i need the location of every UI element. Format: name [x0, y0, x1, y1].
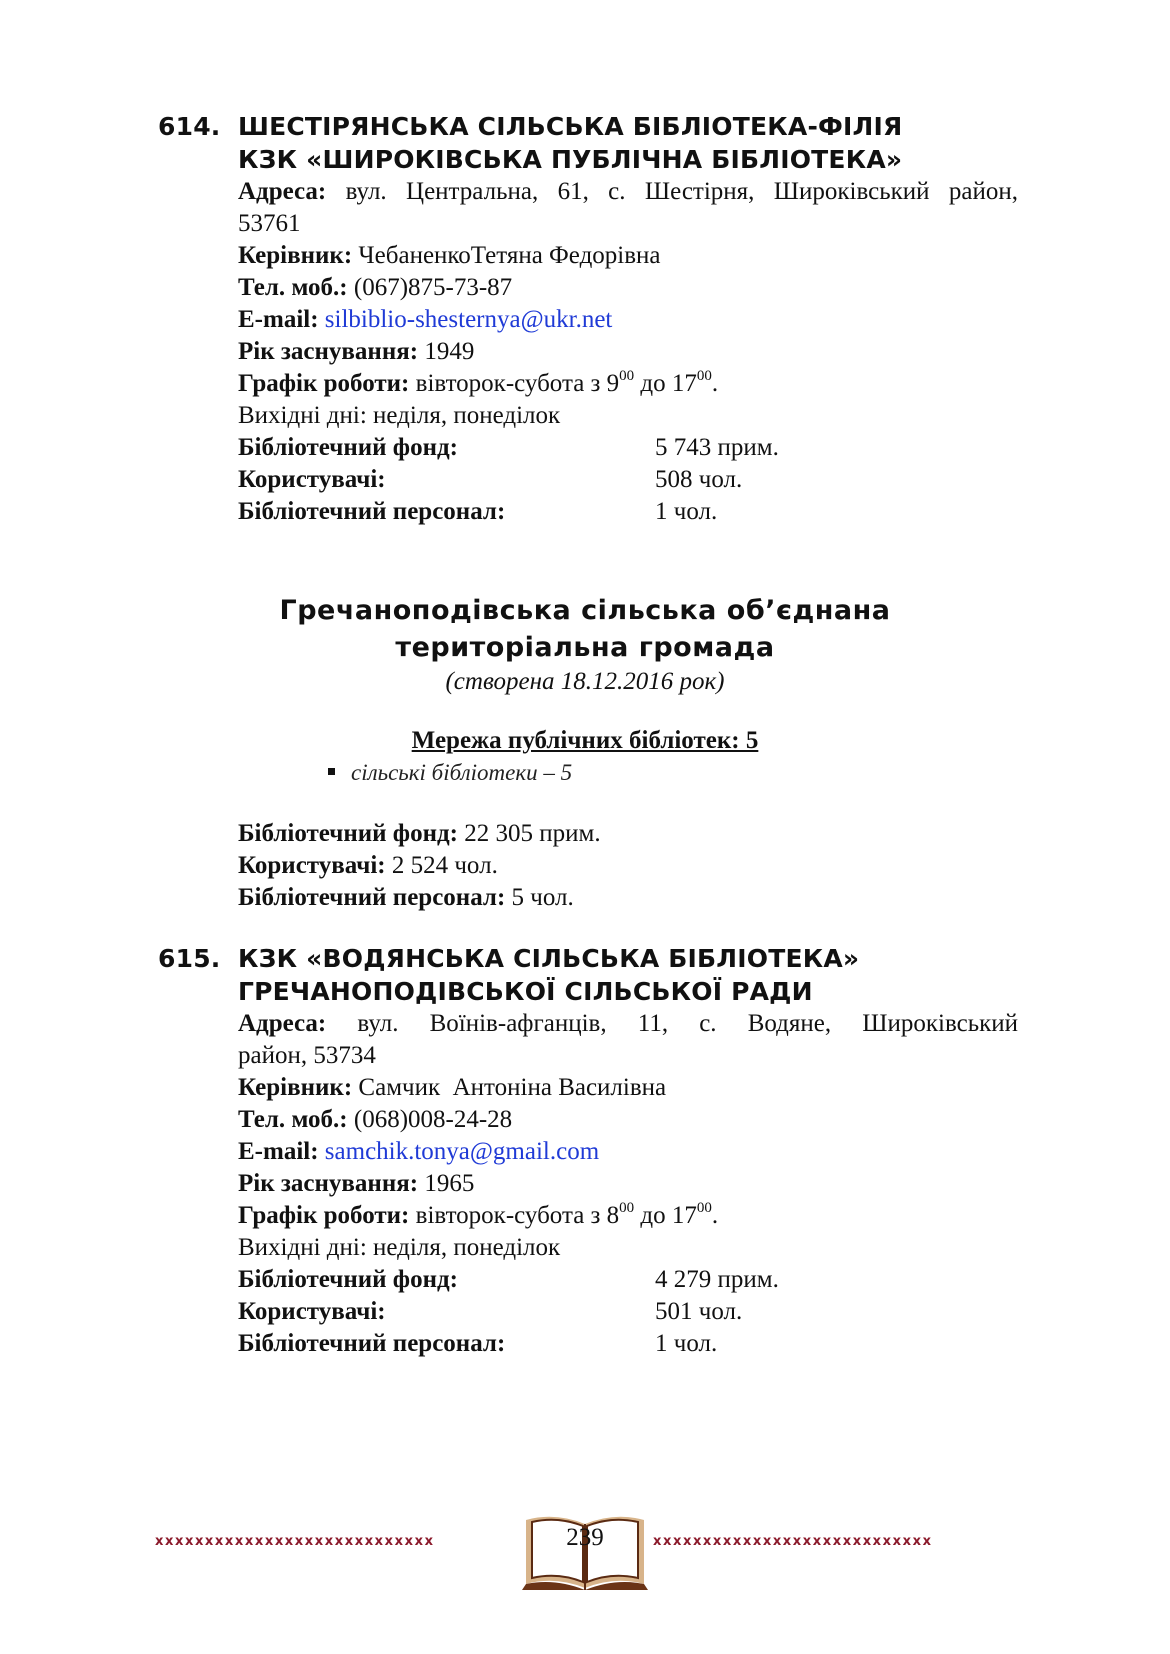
network-title: Мережа публічних бібліотек: 5 [411, 727, 759, 754]
community-title-line: територіальна громада [395, 632, 775, 663]
library-entry-615 [158, 942, 1018, 1360]
fund-row [238, 432, 1018, 464]
founded-value: 1965 [424, 1170, 475, 1197]
staff-label: Бібліотечний персонал: [238, 1330, 506, 1357]
library-entry-614 [158, 110, 1018, 528]
staff-row [238, 1328, 1018, 1360]
email-row [238, 304, 1018, 336]
phone-row [238, 272, 1018, 304]
footer-ornament-right: xxxxxxxxxxxxxxxxxxxxxxxxxxxx [653, 1534, 933, 1549]
schedule-text: до 17 [634, 1202, 697, 1229]
summary-staff-label: Бібліотечний персонал: [238, 884, 506, 911]
users-row [238, 1296, 1018, 1328]
community-heading [0, 592, 1170, 698]
phone-value: (068)008-24-28 [353, 1106, 513, 1133]
email-link[interactable]: samchik.tonya@gmail.com [324, 1138, 600, 1165]
users-row [238, 464, 1018, 496]
summary-fund-value: 22 305 прим. [457, 820, 601, 847]
entry-number: 614. [158, 112, 221, 141]
address-line-2: 53761 [238, 210, 301, 237]
schedule-end: . [711, 1202, 719, 1229]
email-link[interactable]: silbiblio-shesternya@ukr.net [324, 306, 613, 333]
users-value: 501 чол. [655, 1298, 743, 1325]
head-row [238, 1072, 1018, 1104]
phone-label: Тел. моб.: [238, 1106, 348, 1133]
users-value: 508 чол. [655, 466, 743, 493]
staff-value: 1 чол. [655, 1330, 718, 1357]
email-label: E-mail: [238, 306, 319, 333]
summary-users-value: 2 524 чол. [385, 852, 498, 879]
entry-heading [158, 942, 1018, 1008]
phone-value: (067)875-73-87 [353, 274, 513, 301]
users-label: Користувачі: [238, 1298, 386, 1325]
entry-title-line: ГРЕЧАНОПОДІВСЬКОЇ СІЛЬСЬКОЇ РАДИ [238, 977, 813, 1006]
entry-title-line: КЗК «ШИРОКІВСЬКА ПУБЛІЧНА БІБЛІОТЕКА» [238, 145, 903, 174]
head-label: Керівник: [238, 1074, 353, 1101]
summary-staff-value: 5 чол. [505, 884, 574, 911]
summary-users-label: Користувачі: [238, 852, 386, 879]
phone-row [238, 1104, 1018, 1136]
address-value: вул. Воїнів-афганців, 11, с. Водяне, Широківський [357, 1010, 1019, 1037]
head-value: ЧебаненкоТетяна Федорівна [358, 242, 661, 269]
schedule-end: . [711, 370, 719, 397]
schedule-text: вівторок-субота з 8 [415, 1202, 620, 1229]
address-value: вул. Центральна, 61, с. Шестірня, Широківський район, [345, 178, 1018, 205]
address-line-2: район, 53734 [238, 1042, 376, 1069]
summary-staff-row [238, 882, 601, 914]
community-subtitle: (створена 18.12.2016 рок) [445, 668, 725, 695]
entry-number: 615. [158, 944, 221, 973]
schedule-open-minutes: 00 [619, 368, 635, 384]
bullet-square-icon [328, 768, 335, 775]
address-label: Адреса: [238, 1010, 327, 1037]
summary-fund-row [238, 818, 601, 850]
page-number: 239 [566, 1524, 604, 1551]
staff-label: Бібліотечний персонал: [238, 498, 506, 525]
phone-label: Тел. моб.: [238, 274, 348, 301]
page-footer [0, 1510, 1170, 1600]
founded-row [238, 336, 1018, 368]
schedule-close-minutes: 00 [696, 368, 712, 384]
schedule-text: вівторок-субота з 9 [415, 370, 620, 397]
founded-row [238, 1168, 1018, 1200]
entry-title-line: ШЕСТІРЯНСЬКА СІЛЬСЬКА БІБЛІОТЕКА-ФІЛІЯ [238, 112, 903, 141]
staff-value: 1 чол. [655, 498, 718, 525]
footer-ornament-left: xxxxxxxxxxxxxxxxxxxxxxxxxxxx [155, 1534, 435, 1549]
address-line [238, 176, 1018, 208]
schedule-text: до 17 [634, 370, 697, 397]
entry-title-line: КЗК «ВОДЯНСЬКА СІЛЬСЬКА БІБЛІОТЕКА» [238, 944, 860, 973]
summary-fund-label: Бібліотечний фонд: [238, 820, 458, 847]
founded-label: Рік заснування: [238, 1170, 419, 1197]
days-off-row: Вихідні дні: неділя, понеділок [238, 402, 561, 429]
users-label: Користувачі: [238, 466, 386, 493]
staff-row [238, 496, 1018, 528]
schedule-row [238, 368, 1018, 400]
fund-value: 4 279 прим. [655, 1266, 779, 1293]
email-row [238, 1136, 1018, 1168]
summary-users-row [238, 850, 601, 882]
schedule-row [238, 1200, 1018, 1232]
entry-heading [158, 110, 1018, 176]
bullet-item [328, 760, 572, 786]
fund-value: 5 743 прим. [655, 434, 779, 461]
community-summary [238, 818, 601, 914]
head-label: Керівник: [238, 242, 353, 269]
bullet-text: сільські бібліотеки – 5 [351, 760, 573, 785]
address-line [238, 1008, 1018, 1040]
schedule-close-minutes: 00 [696, 1200, 712, 1216]
fund-row [238, 1264, 1018, 1296]
entry-body [238, 176, 1018, 528]
email-label: E-mail: [238, 1138, 319, 1165]
entry-body [238, 1008, 1018, 1360]
schedule-label: Графік роботи: [238, 370, 410, 397]
founded-label: Рік заснування: [238, 338, 419, 365]
schedule-label: Графік роботи: [238, 1202, 410, 1229]
schedule-open-minutes: 00 [619, 1200, 635, 1216]
fund-label: Бібліотечний фонд: [238, 1266, 458, 1293]
entry-title [238, 942, 1018, 1008]
community-title-line: Гречаноподівська сільська об’єднана [279, 595, 891, 626]
entry-title [238, 110, 1018, 176]
fund-label: Бібліотечний фонд: [238, 434, 458, 461]
founded-value: 1949 [424, 338, 475, 365]
head-row [238, 240, 1018, 272]
head-value: Самчик Антоніна Василівна [358, 1074, 667, 1101]
address-label: Адреса: [238, 178, 327, 205]
days-off-row: Вихідні дні: неділя, понеділок [238, 1234, 561, 1261]
